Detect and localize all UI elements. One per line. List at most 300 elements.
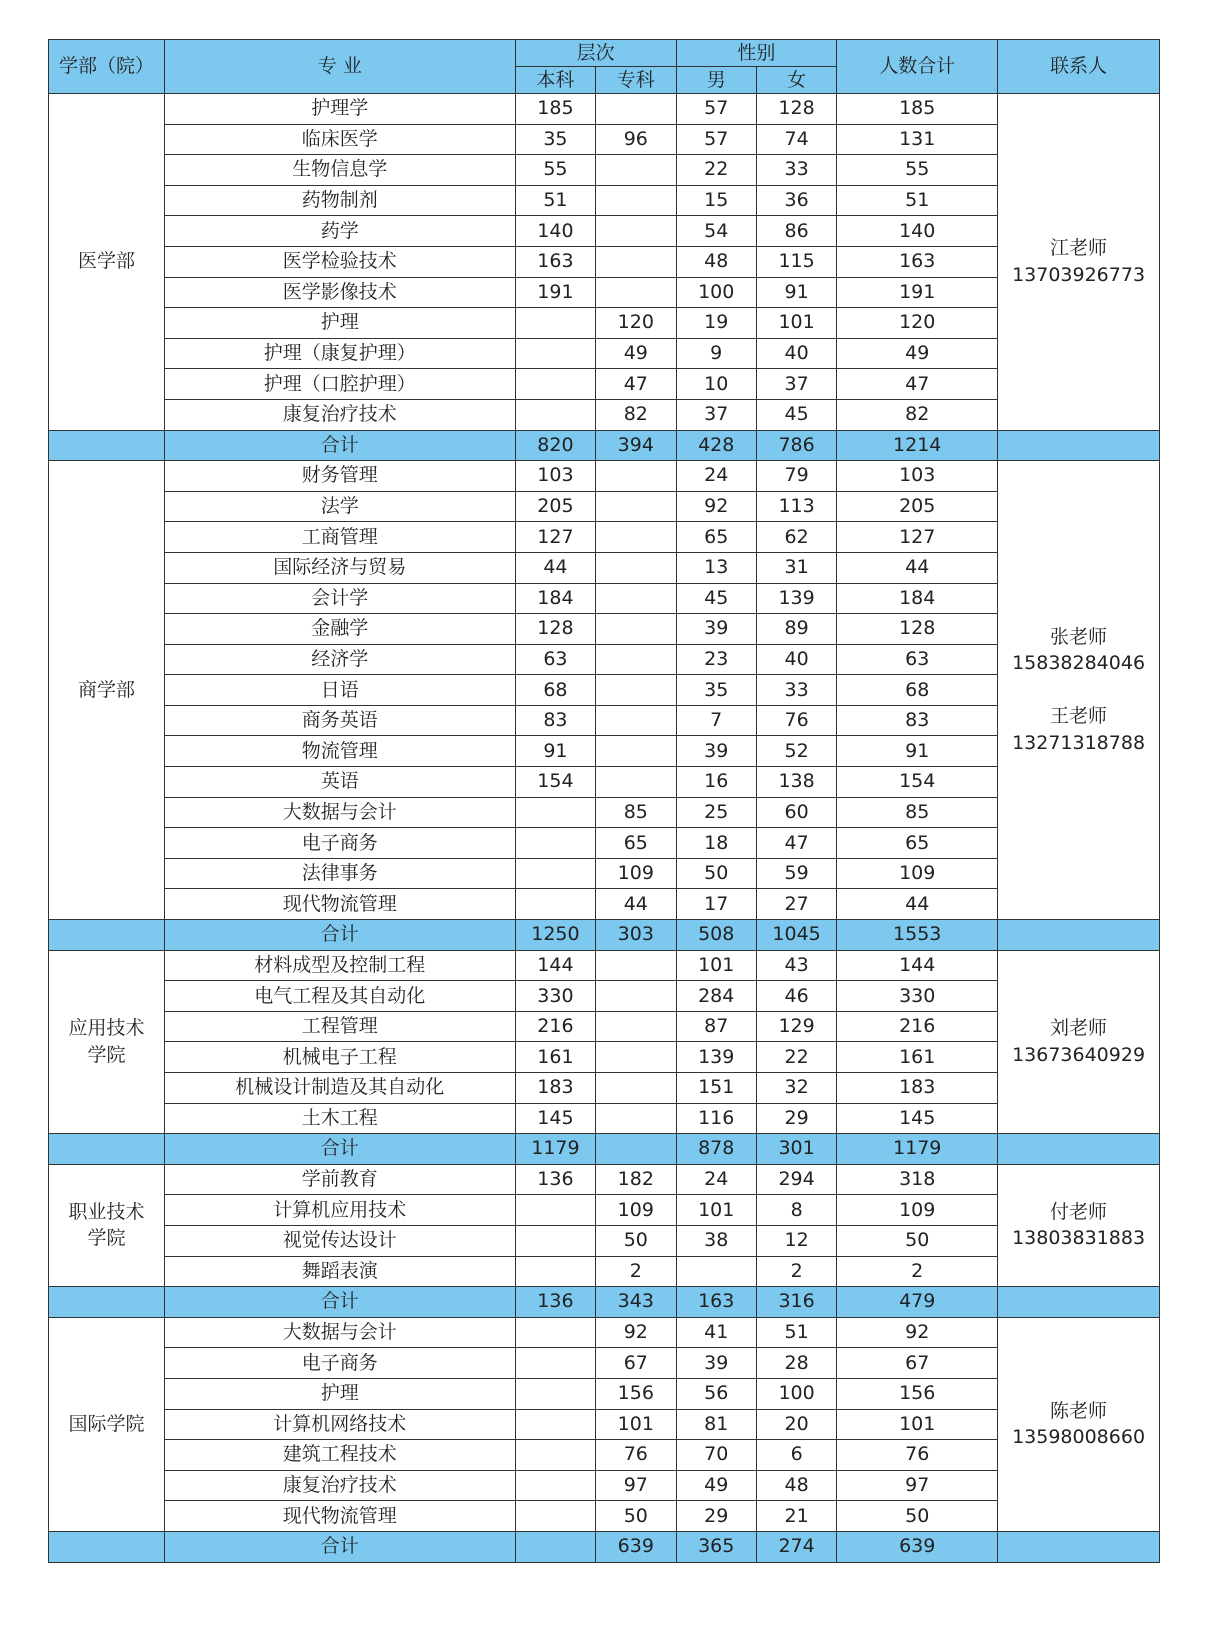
- cell-zk: [596, 246, 676, 277]
- cell-m: 101: [676, 950, 756, 981]
- cell-m: 25: [676, 797, 756, 828]
- cell-bk: 330: [515, 981, 595, 1012]
- table-row: [49, 246, 1160, 277]
- contact-name: 付老师: [1050, 1200, 1108, 1223]
- total-empty-dept: [49, 1531, 165, 1562]
- table-row: [49, 461, 1160, 492]
- cell-zk: [596, 1011, 676, 1042]
- cell-bk: 140: [515, 216, 595, 247]
- cell-m: 39: [676, 736, 756, 767]
- cell-bk: 91: [515, 736, 595, 767]
- total-m: 163: [676, 1287, 756, 1318]
- cell-bk: [515, 1501, 595, 1532]
- header-female: 女: [756, 67, 836, 94]
- cell-sum: 68: [837, 675, 998, 706]
- cell-bk: [515, 338, 595, 369]
- total-sum: 1179: [837, 1134, 998, 1165]
- cell-sum: 144: [837, 950, 998, 981]
- cell-bk: 68: [515, 675, 595, 706]
- major-cell: 药学: [164, 216, 515, 247]
- table-row: [49, 1164, 1160, 1195]
- cell-sum: 330: [837, 981, 998, 1012]
- cell-zk: 92: [596, 1317, 676, 1348]
- table-row: [49, 552, 1160, 583]
- major-cell: 经济学: [164, 644, 515, 675]
- table-row: [49, 1195, 1160, 1226]
- cell-f: 52: [756, 736, 836, 767]
- cell-bk: [515, 1225, 595, 1256]
- cell-sum: 49: [837, 338, 998, 369]
- cell-zk: [596, 705, 676, 736]
- cell-sum: 156: [837, 1378, 998, 1409]
- total-sum: 1214: [837, 430, 998, 461]
- total-f: 301: [756, 1134, 836, 1165]
- cell-sum: 50: [837, 1225, 998, 1256]
- cell-m: 50: [676, 858, 756, 889]
- major-cell: 法学: [164, 491, 515, 522]
- major-cell: 财务管理: [164, 461, 515, 492]
- cell-f: 129: [756, 1011, 836, 1042]
- cell-bk: 35: [515, 124, 595, 155]
- cell-zk: 109: [596, 1195, 676, 1226]
- cell-zk: 109: [596, 858, 676, 889]
- major-cell: 英语: [164, 767, 515, 798]
- table-row: [49, 705, 1160, 736]
- cell-zk: 85: [596, 797, 676, 828]
- cell-m: 13: [676, 552, 756, 583]
- table-body: [49, 94, 1160, 1563]
- cell-sum: 131: [837, 124, 998, 155]
- table-row: [49, 1256, 1160, 1287]
- major-cell: 现代物流管理: [164, 889, 515, 920]
- major-cell: 日语: [164, 675, 515, 706]
- major-cell: 护理: [164, 1378, 515, 1409]
- cell-zk: [596, 277, 676, 308]
- total-sum: 1553: [837, 920, 998, 951]
- header-level-bk: 本科: [515, 67, 595, 94]
- major-cell: 现代物流管理: [164, 1501, 515, 1532]
- cell-f: 100: [756, 1378, 836, 1409]
- major-cell: 金融学: [164, 614, 515, 645]
- cell-bk: [515, 308, 595, 339]
- total-empty-contact: [998, 1531, 1160, 1562]
- cell-sum: 140: [837, 216, 998, 247]
- table-row: [49, 1348, 1160, 1379]
- major-cell: 电气工程及其自动化: [164, 981, 515, 1012]
- table-row: [49, 828, 1160, 859]
- major-cell: 护理: [164, 308, 515, 339]
- cell-f: 2: [756, 1256, 836, 1287]
- cell-sum: 47: [837, 369, 998, 400]
- cell-sum: 2: [837, 1256, 998, 1287]
- total-zk: 343: [596, 1287, 676, 1318]
- contact-cell: [998, 950, 1160, 1134]
- cell-bk: 127: [515, 522, 595, 553]
- table-row: [49, 522, 1160, 553]
- cell-f: 36: [756, 185, 836, 216]
- cell-zk: 182: [596, 1164, 676, 1195]
- cell-bk: [515, 1348, 595, 1379]
- cell-sum: 92: [837, 1317, 998, 1348]
- header-gender: 性别: [676, 40, 837, 67]
- major-cell: 电子商务: [164, 1348, 515, 1379]
- cell-f: 76: [756, 705, 836, 736]
- cell-sum: 216: [837, 1011, 998, 1042]
- major-cell: 药物制剂: [164, 185, 515, 216]
- dept-cell: [49, 1164, 165, 1286]
- table-row: [49, 1103, 1160, 1134]
- cell-f: 6: [756, 1440, 836, 1471]
- total-empty-contact: [998, 1287, 1160, 1318]
- table-row: [49, 950, 1160, 981]
- table-row: [49, 124, 1160, 155]
- cell-bk: [515, 828, 595, 859]
- major-cell: 工商管理: [164, 522, 515, 553]
- dept-name-line: 应用技术: [68, 1017, 145, 1040]
- cell-zk: [596, 644, 676, 675]
- cell-zk: [596, 1103, 676, 1134]
- table-row: [49, 216, 1160, 247]
- cell-sum: 82: [837, 399, 998, 430]
- cell-f: 33: [756, 675, 836, 706]
- table-row: [49, 614, 1160, 645]
- cell-sum: 109: [837, 1195, 998, 1226]
- cell-m: 101: [676, 1195, 756, 1226]
- cell-bk: 183: [515, 1073, 595, 1104]
- cell-m: 15: [676, 185, 756, 216]
- cell-sum: 183: [837, 1073, 998, 1104]
- table-row: [49, 981, 1160, 1012]
- contact-phone: 13703926773: [1012, 263, 1146, 286]
- table-row: [49, 1501, 1160, 1532]
- total-zk: [596, 1134, 676, 1165]
- cell-f: 43: [756, 950, 836, 981]
- header-male: 男: [676, 67, 756, 94]
- cell-zk: [596, 1073, 676, 1104]
- cell-zk: 65: [596, 828, 676, 859]
- major-cell: 大数据与会计: [164, 797, 515, 828]
- major-cell: 土木工程: [164, 1103, 515, 1134]
- cell-f: 138: [756, 767, 836, 798]
- cell-bk: 216: [515, 1011, 595, 1042]
- cell-f: 47: [756, 828, 836, 859]
- total-empty-dept: [49, 1134, 165, 1165]
- cell-sum: 63: [837, 644, 998, 675]
- cell-zk: 97: [596, 1470, 676, 1501]
- cell-bk: 154: [515, 767, 595, 798]
- cell-f: 20: [756, 1409, 836, 1440]
- cell-m: 16: [676, 767, 756, 798]
- header-total: 人数合计: [837, 40, 998, 94]
- contact-name: 刘老师: [1050, 1017, 1108, 1040]
- table-row: [49, 889, 1160, 920]
- cell-m: 37: [676, 399, 756, 430]
- contact-cell: [998, 94, 1160, 431]
- cell-bk: [515, 1440, 595, 1471]
- cell-f: 33: [756, 155, 836, 186]
- cell-m: 10: [676, 369, 756, 400]
- total-sum: 639: [837, 1531, 998, 1562]
- cell-zk: 50: [596, 1225, 676, 1256]
- major-cell: 材料成型及控制工程: [164, 950, 515, 981]
- cell-f: 37: [756, 369, 836, 400]
- cell-sum: 205: [837, 491, 998, 522]
- major-cell: 国际经济与贸易: [164, 552, 515, 583]
- cell-zk: 120: [596, 308, 676, 339]
- table-row: [49, 1378, 1160, 1409]
- total-sum: 479: [837, 1287, 998, 1318]
- total-bk: 1250: [515, 920, 595, 951]
- cell-f: 40: [756, 338, 836, 369]
- cell-zk: 82: [596, 399, 676, 430]
- cell-bk: 44: [515, 552, 595, 583]
- cell-f: 32: [756, 1073, 836, 1104]
- dept-name-line: 学院: [87, 1043, 126, 1066]
- cell-m: 35: [676, 675, 756, 706]
- cell-sum: 163: [837, 246, 998, 277]
- contact-phone: 15838284046: [1012, 652, 1146, 675]
- cell-sum: 184: [837, 583, 998, 614]
- cell-m: 81: [676, 1409, 756, 1440]
- cell-f: 27: [756, 889, 836, 920]
- cell-zk: 76: [596, 1440, 676, 1471]
- dept-name: 医学部: [77, 250, 135, 273]
- cell-m: 7: [676, 705, 756, 736]
- dept-name: 商学部: [77, 678, 135, 701]
- cell-bk: 103: [515, 461, 595, 492]
- cell-bk: 145: [515, 1103, 595, 1134]
- enrollment-table: [48, 39, 1160, 1563]
- total-bk: 820: [515, 430, 595, 461]
- cell-zk: 101: [596, 1409, 676, 1440]
- cell-bk: [515, 889, 595, 920]
- cell-m: 45: [676, 583, 756, 614]
- cell-sum: 109: [837, 858, 998, 889]
- cell-m: 49: [676, 1470, 756, 1501]
- contact-cell: [998, 1317, 1160, 1531]
- cell-zk: [596, 981, 676, 1012]
- cell-f: 101: [756, 308, 836, 339]
- total-label: 合计: [164, 430, 515, 461]
- table-row: [49, 797, 1160, 828]
- major-cell: 工程管理: [164, 1011, 515, 1042]
- total-row: [49, 1531, 1160, 1562]
- cell-f: 46: [756, 981, 836, 1012]
- major-cell: 临床医学: [164, 124, 515, 155]
- contact-cell: [998, 461, 1160, 920]
- cell-sum: 128: [837, 614, 998, 645]
- major-cell: 护理（康复护理）: [164, 338, 515, 369]
- cell-sum: 67: [837, 1348, 998, 1379]
- major-cell: 会计学: [164, 583, 515, 614]
- cell-bk: [515, 797, 595, 828]
- cell-f: 12: [756, 1225, 836, 1256]
- cell-m: 56: [676, 1378, 756, 1409]
- total-empty-contact: [998, 920, 1160, 951]
- cell-bk: 205: [515, 491, 595, 522]
- total-row: [49, 1134, 1160, 1165]
- cell-f: 59: [756, 858, 836, 889]
- cell-zk: [596, 461, 676, 492]
- cell-sum: 44: [837, 889, 998, 920]
- total-zk: 394: [596, 430, 676, 461]
- major-cell: 商务英语: [164, 705, 515, 736]
- cell-f: 29: [756, 1103, 836, 1134]
- cell-bk: [515, 858, 595, 889]
- header-level-zk: 专科: [596, 67, 676, 94]
- cell-bk: [515, 1470, 595, 1501]
- major-cell: 学前教育: [164, 1164, 515, 1195]
- cell-m: 100: [676, 277, 756, 308]
- cell-zk: [596, 155, 676, 186]
- cell-f: 294: [756, 1164, 836, 1195]
- dept-cell: [49, 950, 165, 1134]
- table-row: [49, 185, 1160, 216]
- major-cell: 计算机应用技术: [164, 1195, 515, 1226]
- major-cell: 计算机网络技术: [164, 1409, 515, 1440]
- contact-name: 江老师: [1050, 237, 1108, 260]
- cell-bk: 144: [515, 950, 595, 981]
- cell-f: 51: [756, 1317, 836, 1348]
- major-cell: 建筑工程技术: [164, 1440, 515, 1471]
- total-f: 1045: [756, 920, 836, 951]
- cell-f: 91: [756, 277, 836, 308]
- total-m: 508: [676, 920, 756, 951]
- cell-zk: 96: [596, 124, 676, 155]
- cell-m: 22: [676, 155, 756, 186]
- cell-f: 128: [756, 94, 836, 125]
- cell-sum: 145: [837, 1103, 998, 1134]
- cell-bk: [515, 1378, 595, 1409]
- cell-zk: 49: [596, 338, 676, 369]
- cell-sum: 83: [837, 705, 998, 736]
- cell-sum: 318: [837, 1164, 998, 1195]
- cell-bk: 128: [515, 614, 595, 645]
- cell-zk: 156: [596, 1378, 676, 1409]
- cell-zk: [596, 522, 676, 553]
- contact-phone: 13598008660: [1012, 1426, 1146, 1449]
- table-row: [49, 369, 1160, 400]
- table-row: [49, 338, 1160, 369]
- cell-zk: [596, 1042, 676, 1073]
- cell-f: 31: [756, 552, 836, 583]
- dept-name-line: 职业技术: [68, 1200, 145, 1223]
- cell-sum: 51: [837, 185, 998, 216]
- total-empty-dept: [49, 430, 165, 461]
- cell-f: 79: [756, 461, 836, 492]
- cell-zk: 2: [596, 1256, 676, 1287]
- total-m: 878: [676, 1134, 756, 1165]
- table-row: [49, 1409, 1160, 1440]
- cell-sum: 127: [837, 522, 998, 553]
- major-cell: 康复治疗技术: [164, 399, 515, 430]
- major-cell: 大数据与会计: [164, 1317, 515, 1348]
- cell-sum: 154: [837, 767, 998, 798]
- cell-f: 40: [756, 644, 836, 675]
- cell-bk: [515, 1409, 595, 1440]
- total-bk: 1179: [515, 1134, 595, 1165]
- cell-f: 74: [756, 124, 836, 155]
- cell-m: 24: [676, 461, 756, 492]
- table-row: [49, 277, 1160, 308]
- cell-f: 89: [756, 614, 836, 645]
- cell-m: 57: [676, 94, 756, 125]
- cell-sum: 120: [837, 308, 998, 339]
- cell-zk: [596, 94, 676, 125]
- cell-m: 19: [676, 308, 756, 339]
- total-f: 316: [756, 1287, 836, 1318]
- cell-m: 151: [676, 1073, 756, 1104]
- cell-zk: 50: [596, 1501, 676, 1532]
- cell-m: 284: [676, 981, 756, 1012]
- cell-sum: 97: [837, 1470, 998, 1501]
- major-cell: 护理（口腔护理）: [164, 369, 515, 400]
- cell-zk: [596, 216, 676, 247]
- cell-zk: 67: [596, 1348, 676, 1379]
- total-empty-contact: [998, 1134, 1160, 1165]
- total-zk: 639: [596, 1531, 676, 1562]
- cell-f: 45: [756, 399, 836, 430]
- table-row: [49, 675, 1160, 706]
- table-row: [49, 1317, 1160, 1348]
- total-row: [49, 920, 1160, 951]
- cell-zk: [596, 950, 676, 981]
- cell-zk: 44: [596, 889, 676, 920]
- cell-m: 9: [676, 338, 756, 369]
- table-row: [49, 491, 1160, 522]
- cell-zk: [596, 185, 676, 216]
- cell-m: 54: [676, 216, 756, 247]
- cell-f: 60: [756, 797, 836, 828]
- cell-sum: 91: [837, 736, 998, 767]
- cell-zk: [596, 614, 676, 645]
- table-row: [49, 308, 1160, 339]
- cell-m: 70: [676, 1440, 756, 1471]
- cell-zk: [596, 736, 676, 767]
- cell-bk: 191: [515, 277, 595, 308]
- contact-name: 王老师: [1050, 705, 1108, 728]
- contact-name: 陈老师: [1050, 1399, 1108, 1422]
- major-cell: 康复治疗技术: [164, 1470, 515, 1501]
- cell-zk: 47: [596, 369, 676, 400]
- table-row: [49, 399, 1160, 430]
- total-m: 365: [676, 1531, 756, 1562]
- cell-m: 39: [676, 614, 756, 645]
- cell-sum: 65: [837, 828, 998, 859]
- cell-sum: 50: [837, 1501, 998, 1532]
- cell-f: 115: [756, 246, 836, 277]
- table-row: [49, 155, 1160, 186]
- contact-phone: 13271318788: [1012, 731, 1146, 754]
- cell-m: 48: [676, 246, 756, 277]
- major-cell: 护理学: [164, 94, 515, 125]
- total-f: 786: [756, 430, 836, 461]
- total-empty-dept: [49, 1287, 165, 1318]
- cell-sum: 44: [837, 552, 998, 583]
- major-cell: 医学检验技术: [164, 246, 515, 277]
- major-cell: 法律事务: [164, 858, 515, 889]
- cell-bk: [515, 1256, 595, 1287]
- cell-sum: 185: [837, 94, 998, 125]
- cell-zk: [596, 675, 676, 706]
- cell-f: 8: [756, 1195, 836, 1226]
- cell-sum: 76: [837, 1440, 998, 1471]
- table-row: [49, 736, 1160, 767]
- cell-bk: 185: [515, 94, 595, 125]
- total-f: 274: [756, 1531, 836, 1562]
- cell-m: 17: [676, 889, 756, 920]
- cell-m: 29: [676, 1501, 756, 1532]
